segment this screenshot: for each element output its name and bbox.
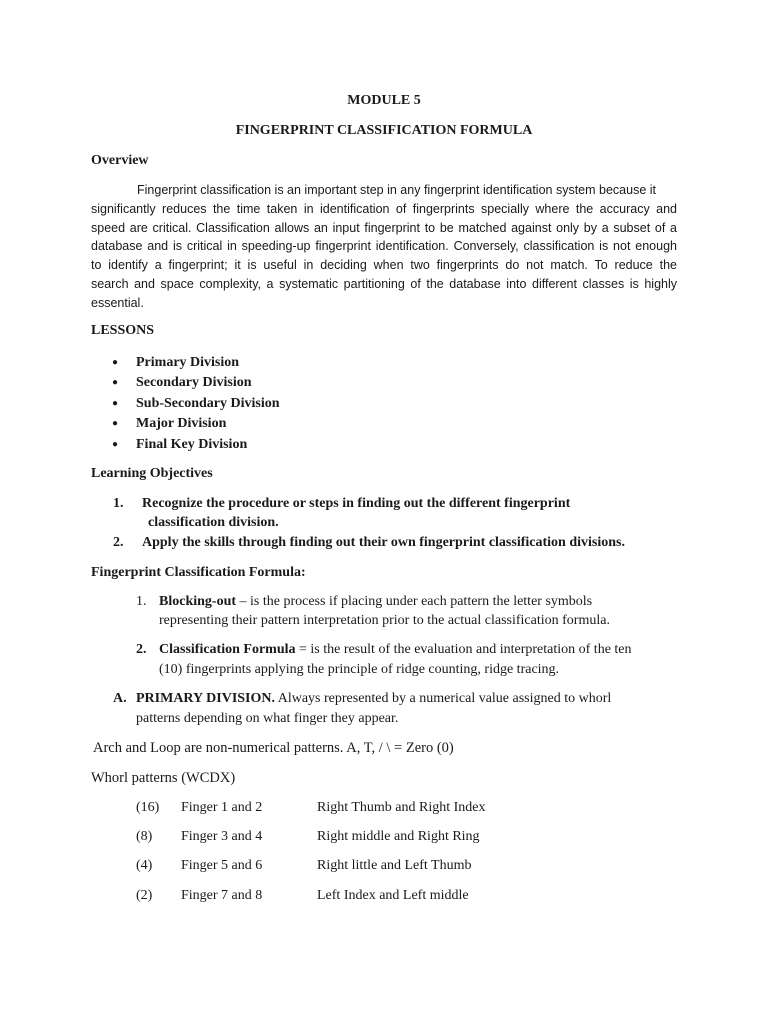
formula-term: Classification Formula bbox=[159, 642, 296, 657]
whorl-fingers: Finger 1 and 2 bbox=[181, 800, 263, 815]
bullet-icon: ● bbox=[112, 418, 119, 430]
formula-definition: = is the result of the evaluation and interpretation of the ten bbox=[295, 642, 632, 657]
formula-number: 2. bbox=[136, 642, 147, 657]
objective-number: 2. bbox=[113, 535, 124, 550]
list-item bbox=[112, 373, 280, 393]
whorl-finger-names: Left Index and Left middle bbox=[317, 888, 469, 903]
lessons-heading: LESSONS bbox=[91, 323, 155, 338]
lesson-label: Final Key Division bbox=[136, 436, 248, 452]
primary-division-text: Always represented by a numerical value assigned to whorl bbox=[275, 691, 612, 706]
overview-heading: Overview bbox=[91, 153, 149, 168]
formula-number: 1. bbox=[136, 594, 147, 609]
formula-item bbox=[159, 594, 592, 610]
overview-line: search and space complexity, a systematic partitioning of the database into different classes is highly bbox=[91, 277, 677, 291]
table-row bbox=[0, 858, 768, 878]
overview-line: significantly reduces the time taken in identification of fingerprints specially where the accuracy and bbox=[91, 202, 677, 216]
lesson-label: Sub-Secondary Division bbox=[136, 395, 280, 411]
formula-term: Blocking-out bbox=[159, 594, 237, 609]
bullet-icon: ● bbox=[112, 357, 119, 368]
whorl-text: Whorl patterns (WCDX) bbox=[91, 770, 236, 786]
module-label: MODULE 5 bbox=[347, 93, 421, 108]
formula-definition: representing their pattern interpretation prior to the actual classification formula. bbox=[159, 613, 610, 628]
section-label: A. bbox=[113, 691, 127, 706]
primary-division-text: patterns depending on what finger they appear. bbox=[136, 711, 399, 726]
whorl-fingers: Finger 3 and 4 bbox=[181, 829, 263, 844]
objective-text: Recognize the procedure or steps in finding out the different fingerprint bbox=[142, 496, 571, 511]
arch-loop-text: Arch and Loop are non-numerical patterns. A, T, / \ = Zero (0) bbox=[93, 740, 454, 756]
primary-division-intro bbox=[136, 691, 611, 707]
lessons-list bbox=[112, 353, 280, 455]
page-title: FINGERPRINT CLASSIFICATION FORMULA bbox=[235, 123, 533, 138]
table-row bbox=[0, 888, 768, 908]
lesson-label: Primary Division bbox=[136, 355, 240, 370]
list-item bbox=[112, 414, 280, 434]
list-item bbox=[112, 435, 280, 455]
objectives-heading: Learning Objectives bbox=[91, 466, 213, 481]
whorl-fingers: Finger 7 and 8 bbox=[181, 888, 263, 903]
primary-division-heading: PRIMARY DIVISION. bbox=[136, 691, 275, 706]
whorl-value: (4) bbox=[136, 858, 153, 873]
whorl-value: (16) bbox=[136, 800, 160, 815]
whorl-value: (2) bbox=[136, 888, 153, 903]
formula-definition: – is the process if placing under each pattern the letter symbols bbox=[236, 594, 593, 609]
lesson-label: Secondary Division bbox=[136, 375, 252, 391]
whorl-finger-names: Right middle and Right Ring bbox=[317, 829, 480, 844]
formula-heading: Fingerprint Classification Formula: bbox=[91, 565, 306, 580]
whorl-finger-names: Right little and Left Thumb bbox=[317, 858, 472, 873]
list-item bbox=[112, 353, 280, 373]
overview-line: essential. bbox=[91, 296, 144, 310]
whorl-finger-names: Right Thumb and Right Index bbox=[317, 800, 486, 815]
objective-text: Apply the skills through finding out their own fingerprint classification divisions. bbox=[142, 535, 625, 550]
formula-definition: (10) fingerprints applying the principle of ridge counting, ridge tracing. bbox=[159, 662, 560, 677]
bullet-icon: ● bbox=[112, 377, 119, 389]
list-item bbox=[112, 394, 280, 414]
objective-text: classification division. bbox=[148, 515, 279, 530]
bullet-icon: ● bbox=[112, 397, 119, 409]
whorl-value: (8) bbox=[136, 829, 153, 844]
overview-line: Fingerprint classification is an important step in any fingerprint identification system because it bbox=[137, 183, 657, 197]
table-row bbox=[0, 829, 768, 849]
lesson-label: Major Division bbox=[136, 416, 227, 432]
formula-item bbox=[159, 642, 632, 658]
overview-line: speed are critical. Classification allows an input fingerprint to be matched against only by a subset of a bbox=[91, 221, 677, 235]
overview-line: database and is critical in speeding-up fingerprint identification. Conversely, classification is not enough bbox=[91, 239, 677, 253]
overview-line: to identify a fingerprint; it is useful in deciding when two fingerprints do not match. To reduce the bbox=[91, 258, 677, 272]
objective-number: 1. bbox=[113, 496, 124, 511]
whorl-fingers: Finger 5 and 6 bbox=[181, 858, 263, 873]
bullet-icon: ● bbox=[112, 438, 119, 450]
table-row bbox=[0, 800, 768, 820]
